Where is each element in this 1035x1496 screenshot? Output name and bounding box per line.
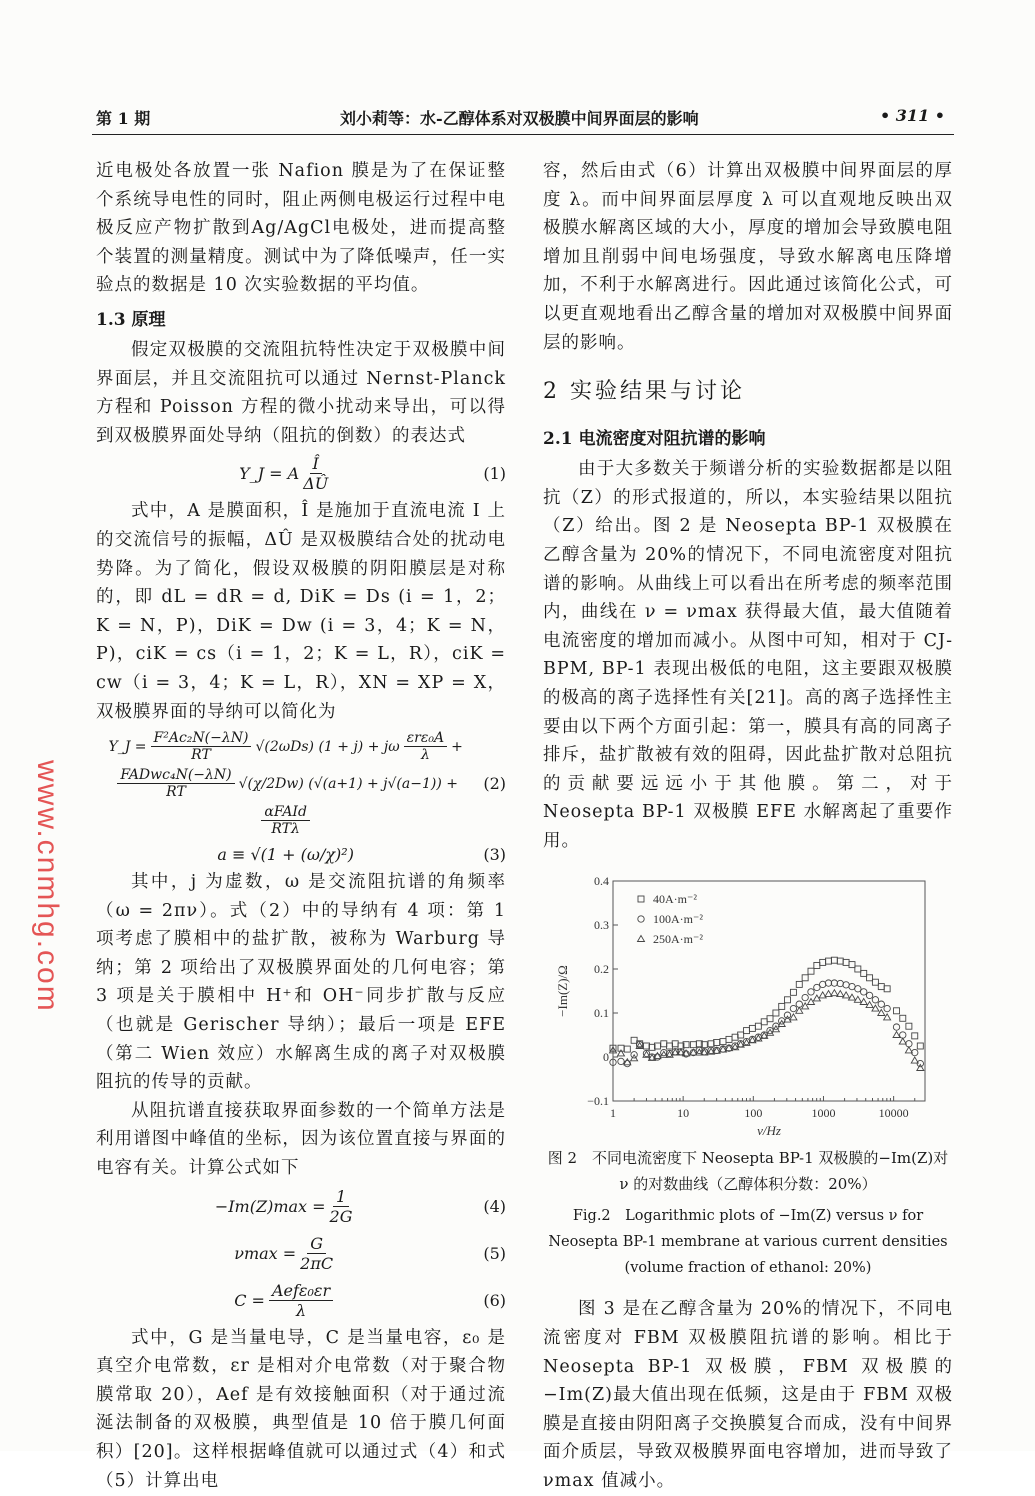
data-point-square <box>814 963 820 969</box>
data-point-square <box>779 1004 785 1010</box>
equation-6 <box>96 1281 506 1320</box>
eq-lhs: Y_J = <box>108 738 147 755</box>
equation-5 <box>96 1234 506 1273</box>
page-number: • 311 • <box>880 106 945 125</box>
x-axis-label: ν/Hz <box>757 1123 781 1139</box>
y-tick-label: 0.3 <box>594 918 609 933</box>
eq-numerator: FADwc₄N(−λN) <box>117 767 234 784</box>
equation-number: (5) <box>483 1243 506 1263</box>
data-point-circle <box>820 982 826 988</box>
eq-term: √(χ/2Dw) (√(a+1) + j√(a−1)) + <box>238 775 458 792</box>
eq-plus: + <box>451 738 463 755</box>
y-tick-label: 0.4 <box>594 874 609 889</box>
equation-number: (1) <box>483 464 506 484</box>
data-point-square <box>738 1032 744 1038</box>
equation-number: (4) <box>483 1196 506 1216</box>
data-point-square <box>624 1047 630 1053</box>
data-point-square <box>849 962 855 968</box>
data-point-square <box>773 1010 779 1016</box>
paragraph: 容，然后由式（6）计算出双极膜中间界面层的厚度 λ。而中间界面层厚度 λ 可以直观地反映出双极膜水解离区域的大小，厚度的增加会导致膜电阻增加且削弱中间电场强度，导致水解离电压降增加，不利于水解离进行。因此通过该简化公式，可以更直观地看出乙醇含量的增加对双极膜中间界面层的影响。 <box>543 161 953 353</box>
eq-denominator: RTλ <box>271 821 300 838</box>
legend-marker-circle <box>638 916 644 922</box>
eq-denominator: λ <box>420 747 430 764</box>
left-column <box>96 157 506 1495</box>
eq-numerator: αFAId <box>261 804 310 821</box>
eq-denominator: RT <box>166 784 186 801</box>
equation-3 <box>96 845 506 864</box>
issue-number: 第 1 期 <box>96 109 151 128</box>
paragraph: 假定双极膜的交流阻抗特性决定于双极膜中间界面层，并且交流阻抗可以通过 Nernst-Planck 方程和 Poisson 方程的微小扰动来导出，可以得到双极膜界面处导纳（阻抗的倒数）的表达式 <box>96 339 506 446</box>
y-tick-label: 0.2 <box>594 962 609 977</box>
data-point-circle <box>843 982 849 988</box>
y-axis-label: −Im(Z)/Ω <box>555 965 570 1018</box>
data-point-square <box>643 1043 649 1049</box>
paragraph: 图 3 是在乙醇含量为 20%的情况下，不同电流密度对 FBM 双极膜阻抗谱的影响。相比于 Neosepta BP-1 双极膜，FBM 双极膜的−Im(Z)最大值出现在低频，这是由于 FBM 双极膜是直接由阴阳离子交换膜复合而成，没有中间界面介质层，导致双极膜界面电容增加，进而导致了 νmax 值减小。 <box>543 1299 953 1492</box>
watermark: www.cnmhg.com <box>31 760 64 1013</box>
data-point-square <box>755 1024 761 1030</box>
data-point-circle <box>808 989 814 995</box>
x-tick-label: 10 <box>677 1106 690 1121</box>
eq-denominator: ΔÛ <box>303 474 329 494</box>
data-point-square <box>767 1016 773 1022</box>
data-point-square <box>861 971 867 977</box>
data-point-square <box>884 986 890 992</box>
data-point-square <box>894 1008 900 1014</box>
equation-2 <box>96 730 506 837</box>
eq-numerator: Î <box>310 454 322 474</box>
data-point-circle <box>624 1061 630 1067</box>
x-tick-label: 1 <box>610 1106 616 1121</box>
equation-number: (2) <box>483 774 506 794</box>
data-point-triangle <box>807 999 814 1005</box>
data-point-square <box>808 969 814 975</box>
data-point-square <box>820 960 826 966</box>
data-point-square <box>690 1042 696 1048</box>
data-point-square <box>837 959 843 965</box>
data-point-square <box>708 1041 714 1047</box>
equation-4 <box>96 1187 506 1226</box>
legend-label: 40A·m⁻² <box>653 892 697 907</box>
x-tick-label: 1000 <box>811 1106 836 1121</box>
paragraph: 由于大多数关于频谱分析的实验数据都是以阻抗（Z）的形式报道的，所以，本实验结果以阻抗（Z）给出。图 2 是 Neosepta BP-1 双极膜在乙醇含量为 20%的情况下，不同电流密度对阻抗谱的影响。从曲线上可以看出在所考虑的频率范围内，曲线在 ν = νmax 获得最大值，最大值随着电流密度的增加而减小。从图中可知，相对于 CJ-BPM, BP-1 表现出极低的电阻，这主要跟双极膜的极高的离子选择性有关[21]。高的离子选择性主要由以下两个方面引起：第一，膜具有高的同离子排斥，盐扩散被有效的阻碍，因此盐扩散对总阻抗的贡献要远远小于其他膜。第二，对于 Neosepta BP-1 双极膜 EFE 水解离起了重要作用。 <box>543 459 953 851</box>
x-tick-label: 10000 <box>878 1106 909 1121</box>
figure-2-chart <box>545 863 945 1143</box>
paragraph: 式中，G 是当量电导，C 是当量电容，ε₀ 是真空介电常数，εr 是相对介电常数（对于聚合物膜常取 20），Aef 是有效接触面积（对于通过流涎法制备的双极膜，典型值是 10 倍于膜几何面积）[20]。这样根据峰值就可以通过式（4）和式（5）计算出电 <box>96 1327 506 1491</box>
eq-lhs: Y_J = A <box>239 464 300 484</box>
data-point-square <box>906 1024 912 1030</box>
figure-caption-en: Fig.2 Logarithmic plots of −Im(Z) versus ν for Neosepta BP-1 membrane at various current densities (volume fraction of ethanol: 20%) <box>548 1208 948 1277</box>
data-point-triangle <box>899 1039 906 1045</box>
data-point-square <box>802 975 808 981</box>
eq-numerator: F²Ac₂N(−λN) <box>151 730 252 747</box>
data-point-square <box>831 958 837 964</box>
data-point-square <box>867 975 873 981</box>
paragraph: 近电极处各放置一张 Nafion 膜是为了在保证整个系统导电性的同时，阻止两侧电极运行过程中电极反应产物扩散到Ag/AgCl电极处，进而提高整个装置的测量精度。测试中为了降低噪声，任一实验点的数据是 10 次实验数据的平均值。 <box>96 161 506 296</box>
paragraph: 式中，A 是膜面积，Î 是施加于直流电流 I 上的交流信号的振幅，ΔÛ 是双极膜结合处的扰动电势降。为了简化，假设双极膜的阴阳膜层是对称的，即 dL = dR = d, DiK = Ds (i = 1，2；K = N，P)，DiK = Dw (i = 3，4；K = N，P)，ciK = cs（i = 1，2；K = L，R），ciK = cw（i = 3，4；K = L，R），XN = XP = X，双极膜界面的导纳可以简化为 <box>96 501 506 722</box>
data-point-square <box>714 1040 720 1046</box>
section-heading-2-1: 2.1 电流密度对阻抗谱的影响 <box>543 429 766 450</box>
data-point-square <box>672 1041 678 1047</box>
data-point-circle <box>837 981 843 987</box>
data-point-square <box>790 990 796 996</box>
eq-lhs: C = <box>234 1290 265 1310</box>
data-point-square <box>667 1043 673 1049</box>
paragraph: 其中，j 为虚数，ω 是交流阻抗谱的角频率（ω = 2πν）。式（2）中的导纳有 4 项：第 1 项考虑了膜相中的盐扩散，被称为 Warburg 导纳；第 2 项给出了双极膜界面处的几何电容；第 3 项是关于膜相中 H⁺和 OH⁻同步扩散与反应（也就是 Gerischer 导纳）；最后一项是 EFE（第二 Wien 效应）水解离生成的离子对双极膜阻抗的传导的贡献。 <box>96 872 506 1093</box>
data-point-square <box>872 980 878 986</box>
eq-denominator: λ <box>295 1300 307 1320</box>
legend-label: 100A·m⁻² <box>653 912 703 927</box>
data-point-square <box>726 1037 732 1043</box>
equation-number: (6) <box>483 1290 506 1310</box>
legend-marker-triangle <box>638 936 645 942</box>
eq-term: √(2ωDs) (1 + j) + jω <box>255 738 400 755</box>
figure-caption-cn: 图 2 不同电流密度下 Neosepta BP-1 双极膜的−Im(Z)对 ν 的对数曲线（乙醇体积分数：20%） <box>547 1149 949 1194</box>
data-point-square <box>855 966 861 972</box>
eq-lhs: −Im(Z)max = <box>214 1196 326 1216</box>
data-point-triangle <box>872 1006 879 1012</box>
data-point-square <box>917 1043 923 1049</box>
eq-denominator: 2πC <box>300 1253 334 1273</box>
header-rule <box>92 134 954 135</box>
data-point-circle <box>802 995 808 1001</box>
y-tick-label: 0 <box>603 1050 609 1065</box>
data-point-circle <box>872 997 878 1003</box>
data-point-square <box>900 1016 906 1022</box>
data-point-triangle <box>831 990 838 996</box>
data-point-circle <box>866 993 872 999</box>
data-point-circle <box>861 989 867 995</box>
data-point-square <box>631 1038 637 1044</box>
data-point-square <box>826 959 832 965</box>
data-point-square <box>749 1026 755 1032</box>
y-tick-label: −0.1 <box>587 1094 609 1109</box>
data-point-square <box>661 1041 667 1047</box>
eq-numerator: G <box>307 1234 326 1254</box>
data-point-circle <box>878 1001 884 1007</box>
section-heading-2: 2 实验结果与讨论 <box>543 379 745 405</box>
data-point-square <box>878 984 884 990</box>
y-tick-label: 0.1 <box>594 1006 609 1021</box>
data-point-circle <box>893 1024 899 1030</box>
data-point-circle <box>784 1012 790 1018</box>
eq-denominator: RT <box>191 747 211 764</box>
data-point-circle <box>917 1061 923 1067</box>
data-point-square <box>912 1033 918 1039</box>
section-heading-1-3: 1.3 原理 <box>96 309 166 330</box>
eq-numerator: 1 <box>333 1187 349 1207</box>
legend-label: 250A·m⁻² <box>653 932 703 947</box>
data-point-circle <box>618 1059 624 1065</box>
eq-numerator: Aefε₀εr <box>269 1281 333 1301</box>
data-point-square <box>796 982 802 988</box>
data-point-circle <box>884 1006 890 1012</box>
right-column <box>543 157 953 1496</box>
data-point-circle <box>855 986 861 992</box>
eq-numerator: εrε₀A <box>404 730 447 747</box>
data-point-circle <box>790 1006 796 1012</box>
eq-denominator: 2G <box>329 1206 353 1226</box>
x-tick-label: 100 <box>744 1106 763 1121</box>
data-point-square <box>744 1028 750 1034</box>
data-point-square <box>732 1035 738 1041</box>
data-point-circle <box>814 985 820 991</box>
equation-1 <box>96 454 506 493</box>
paragraph: 从阻抗谱直接获取界面参数的一个简单方法是利用谱图中峰值的坐标，因为该位置直接与界面的电容有关。计算公式如下 <box>96 1100 506 1179</box>
equation-number: (3) <box>483 845 506 865</box>
data-point-square <box>784 997 790 1003</box>
eq-body: a ≡ √(1 + (ω/χ)²) <box>217 845 354 865</box>
data-point-square <box>761 1019 767 1025</box>
data-point-square <box>843 960 849 966</box>
data-point-triangle <box>893 1032 900 1038</box>
eq-lhs: νmax = <box>234 1243 297 1263</box>
data-point-square <box>720 1039 726 1045</box>
legend-marker-square <box>638 896 644 902</box>
running-title: 刘小莉等：水-乙醇体系对双极膜中间界面层的影响 <box>340 109 699 128</box>
